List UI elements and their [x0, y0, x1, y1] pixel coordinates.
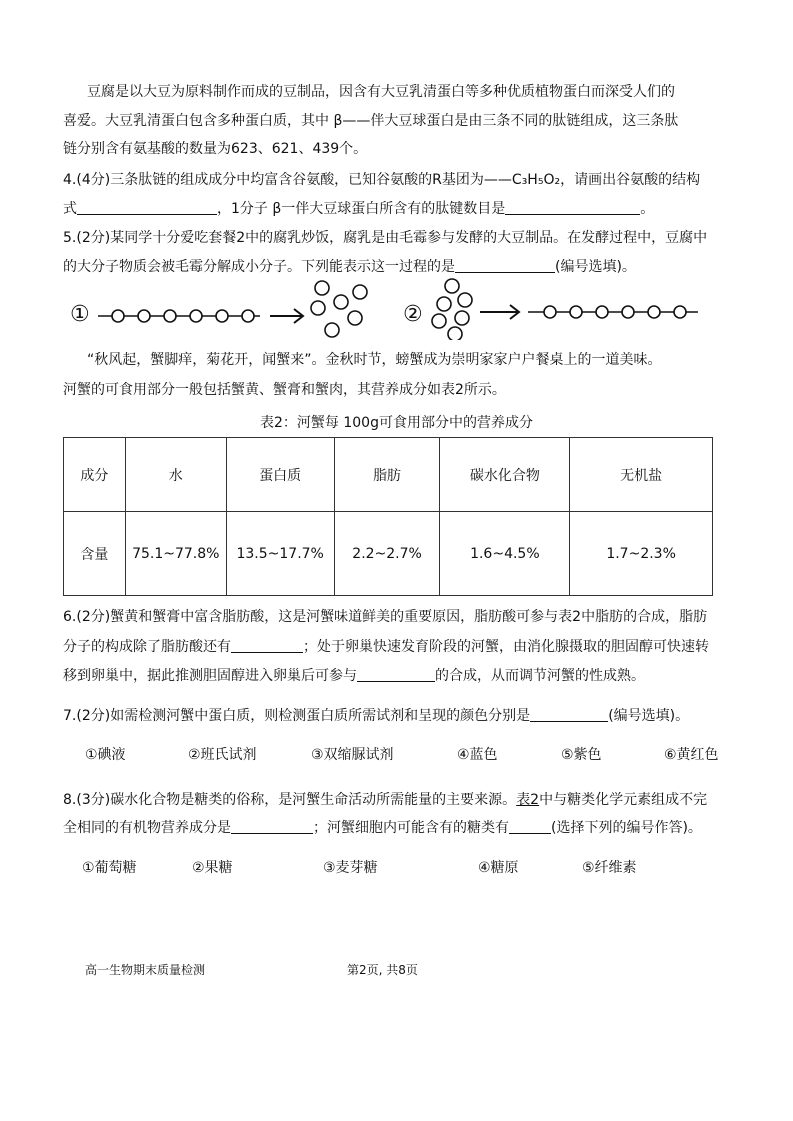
q7-option-1: ①碘液 [85, 747, 126, 763]
q8-text-a: 8.(3分)碳水化合物是糖类的俗称，是河蟹生命活动所需能量的主要来源。 [63, 792, 517, 808]
q6-text-b: ；处于卵巢快速发育阶段的河蟹，由消化腺摄取的胆固醇可快速转 [303, 639, 709, 655]
q5-diagram [70, 278, 710, 340]
table-row [64, 512, 713, 596]
q8-text-c: 中与糖类化学元素组成不完 [539, 792, 708, 808]
q8-blank-1[interactable] [231, 819, 313, 834]
intro-line-3: 链分别含有氨基酸的数量为623、621、439个。 [63, 141, 368, 157]
footer-title: 高一生物期末质量检测 [85, 963, 206, 977]
option-1-molecules [311, 281, 367, 337]
intro-line-1: 豆腐是以大豆为原料制作而成的豆制品，因含有大豆乳清蛋白等多种优质植物蛋白而深受人们的 [87, 84, 675, 100]
q8-option-3: ③麦芽糖 [323, 860, 378, 876]
q5-line-2 [63, 257, 636, 277]
q6-line-1: 6.(2分)蟹黄和蟹膏中富含脂肪酸，这是河蟹味道鲜美的重要原因，脂肪酸可参与表2中脂肪的合成，脂肪 [63, 609, 708, 625]
intro-line-2: 喜爱。大豆乳清蛋白包含多种蛋白质，其中 β——伴大豆球蛋白是由三条不同的肽链组成，这三条肽 [63, 113, 679, 129]
q7-option-5: ⑤紫色 [561, 747, 602, 763]
q5-answer-blank[interactable] [455, 258, 555, 273]
table-header-cell: 碳水化合物 [440, 438, 570, 512]
table-header-cell: 成分 [64, 438, 126, 512]
table-header-cell: 水 [125, 438, 226, 512]
table-cell: 13.5~17.7% [226, 512, 334, 596]
q4-line-1: 4.(4分)三条肽链的组成成分中均富含谷氨酸，已知谷氨酸的R基团为——C₃H₅O₂，请画出谷氨酸的结构 [63, 172, 701, 188]
q4-text-a: 式 [63, 201, 77, 217]
q8-text-f: (选择下列的编号作答)。 [551, 820, 702, 836]
q6-text-c: 移到卵巢中，据此推测胆固醇进入卵巢后可参与 [63, 668, 357, 684]
q8-option-1: ①葡萄糖 [82, 860, 137, 876]
table-header-row [64, 438, 713, 512]
option-2-chain [528, 306, 698, 318]
q6-blank-2[interactable] [357, 667, 435, 682]
footer-page-number: 第2页, 共8页 [347, 963, 418, 977]
option-1-arrow [270, 309, 303, 323]
option-2-arrow [480, 305, 519, 319]
table-caption: 表2：河蟹每 100g可食用部分中的营养成分 [260, 415, 533, 431]
q5-line-1: 5.(2分)某同学十分爱吃套餐2中的腐乳炒饭，腐乳是由毛霉参与发酵的大豆制品。在发酵过程中，豆腐中 [63, 230, 708, 246]
q7-text-b: (编号选填)。 [608, 708, 690, 724]
q8-option-5: ⑤纤维素 [582, 860, 637, 876]
q7-option-2: ②班氏试剂 [188, 747, 257, 763]
q7-option-6: ⑥黄红色 [664, 747, 719, 763]
q4-structure-blank[interactable] [77, 200, 217, 215]
q7-answer-blank[interactable] [530, 707, 608, 722]
option-2-molecules [432, 279, 472, 340]
table-header-cell: 无机盐 [570, 438, 713, 512]
table-cell: 75.1~77.8% [125, 512, 226, 596]
q8-line-1 [63, 790, 707, 810]
q4-line-2 [63, 199, 654, 219]
q8-option-4: ④糖原 [478, 860, 519, 876]
table-cell: 1.6~4.5% [440, 512, 570, 596]
q5-text-a: 的大分子物质会被毛霉分解成小分子。下列能表示这一过程的是 [63, 259, 455, 275]
q7-text-a: 7.(2分)如需检测河蟹中蛋白质，则检测蛋白质所需试剂和呈现的颜色分别是 [63, 708, 531, 724]
option-1-label: ① [70, 302, 90, 327]
table-header-cell: 蛋白质 [226, 438, 334, 512]
q7-line-1 [63, 706, 689, 726]
q6-text-d: 的合成，从而调节河蟹的性成熟。 [435, 668, 645, 684]
q7-option-4: ④蓝色 [457, 747, 498, 763]
q8-option-2: ②果糖 [192, 860, 233, 876]
q6-line-2 [63, 637, 709, 657]
table-cell: 1.7~2.3% [570, 512, 713, 596]
option-2-label: ② [403, 302, 423, 327]
q5-text-b: (编号选填)。 [555, 259, 636, 275]
table-cell: 含量 [64, 512, 126, 596]
q8-line-2 [63, 818, 702, 838]
q4-text-c: 。 [640, 201, 655, 217]
q4-text-b: ，1分子 β一伴大豆球蛋白所含有的肽键数目是 [217, 201, 506, 217]
q4-peptide-bond-blank[interactable] [505, 200, 640, 215]
crab-line-2: 河蟹的可食用部分一般包括蟹黄、蟹膏和蟹肉，其营养成分如表2所示。 [63, 382, 506, 398]
q8-text-d: 全相同的有机物营养成分是 [63, 820, 231, 836]
q8-blank-2[interactable] [509, 819, 551, 834]
q8-text-e: ；河蟹细胞内可能含有的糖类有 [313, 820, 509, 836]
q6-line-3 [63, 666, 645, 686]
q6-text-a: 分子的构成除了脂肪酸还有 [63, 639, 231, 655]
q8-table-ref: 表2 [516, 792, 540, 808]
option-1-chain [98, 310, 260, 322]
q6-blank-1[interactable] [231, 638, 303, 653]
nutrition-table [63, 437, 713, 596]
crab-line-1: “秋风起，蟹脚痒，菊花开，闻蟹来”。金秋时节，螃蟹成为崇明家家户户餐桌上的一道美味。 [87, 352, 662, 368]
table-cell: 2.2~2.7% [334, 512, 440, 596]
table-header-cell: 脂肪 [334, 438, 440, 512]
q7-option-3: ③双缩脲试剂 [311, 747, 394, 763]
